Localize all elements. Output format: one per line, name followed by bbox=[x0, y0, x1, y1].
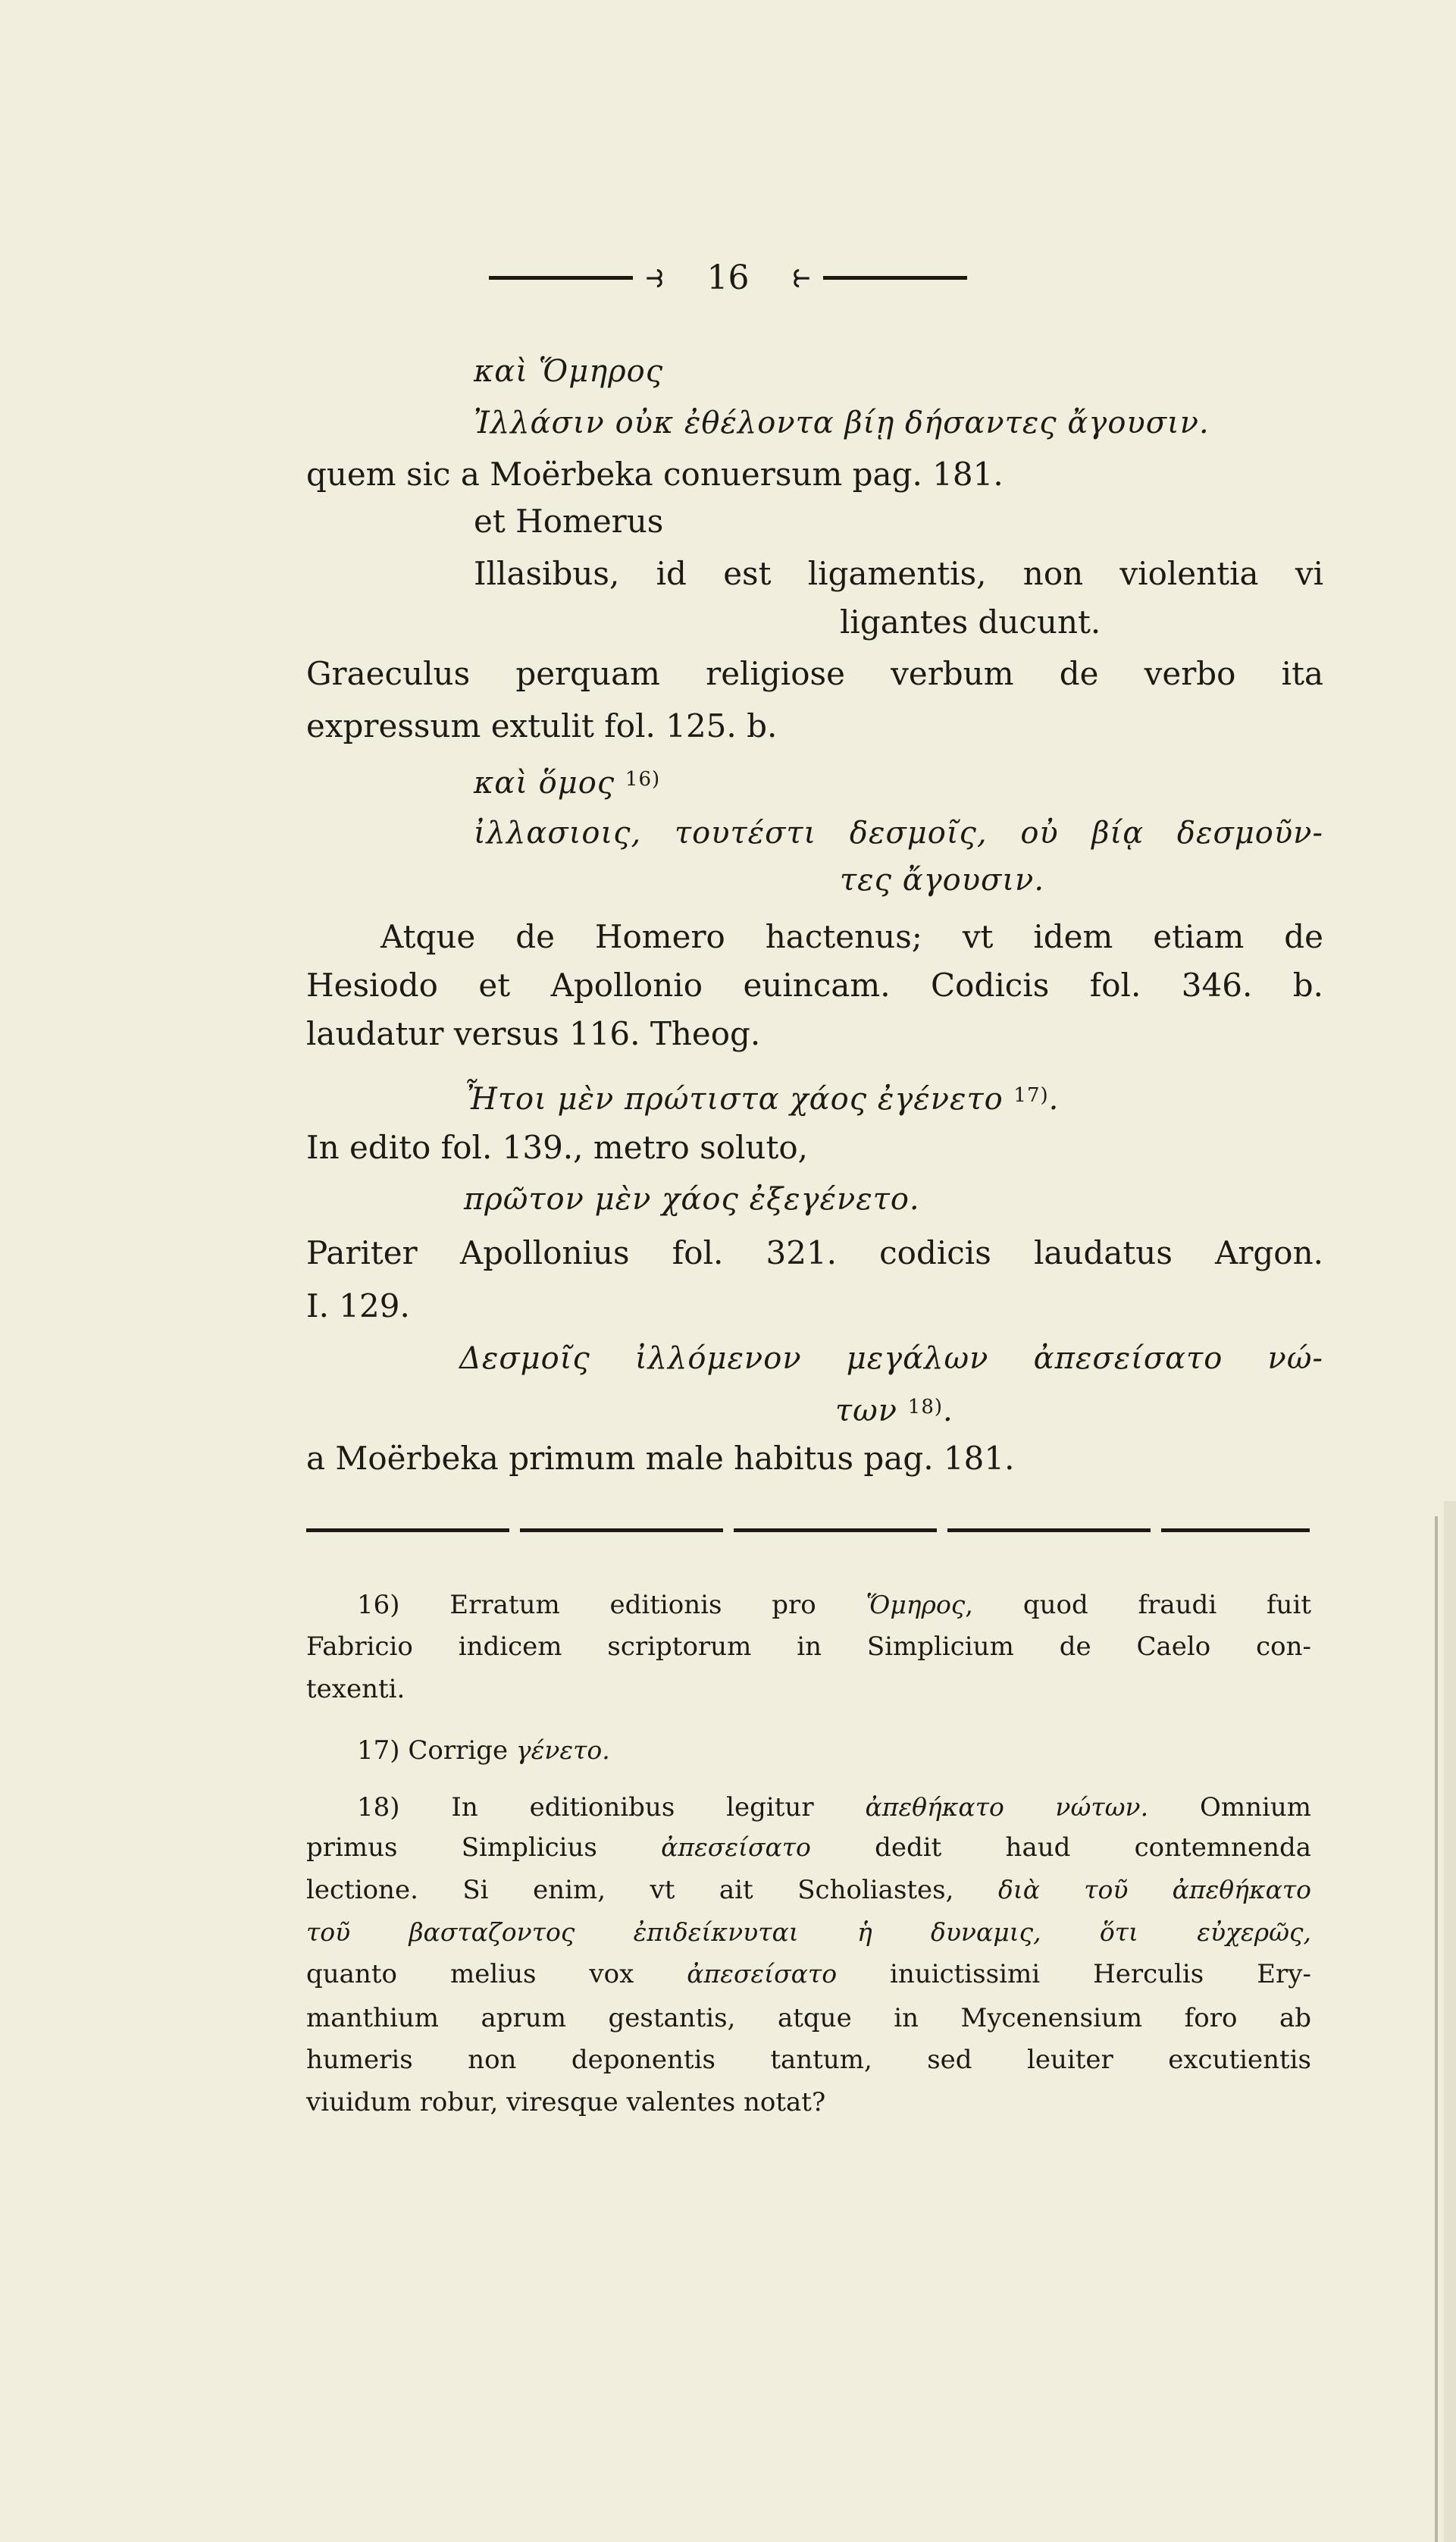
greek-text: Ἦτοι μὲν πρώτιστα χάος ἐγένετο bbox=[464, 1082, 1004, 1117]
text-line: laudatur versus 116. Theog. bbox=[306, 1015, 761, 1052]
footnote-16 bbox=[357, 1584, 1311, 1626]
footnote-text: quanto melius vox bbox=[306, 1959, 687, 1989]
text-line: et Homerus bbox=[474, 503, 664, 540]
punctuation: . bbox=[943, 1393, 953, 1428]
footnote-greek: Ὅμηρος bbox=[866, 1590, 966, 1619]
footnote-ref-16[interactable]: 16) bbox=[625, 768, 661, 791]
greek-text: των bbox=[835, 1393, 898, 1428]
text-line: ligantes ducunt. bbox=[840, 603, 1101, 641]
footnote-greek: ἀπεσείσατο bbox=[661, 1832, 811, 1862]
greek-quote-line: Δεσμοῖς ἰλλόμενον μεγάλων ἀπεσείσατο νώ- bbox=[459, 1341, 1323, 1376]
greek-text: καὶ ὅμος bbox=[474, 766, 615, 801]
footnote-ref-18[interactable]: 18) bbox=[907, 1396, 944, 1418]
footnote-text: , quod fraudi fuit bbox=[965, 1590, 1311, 1620]
header-rule-left bbox=[489, 276, 633, 280]
footnote-17 bbox=[357, 1729, 1311, 1772]
footnote-greek: ἀπεσείσατο bbox=[687, 1959, 838, 1989]
footnote-greek: τοῦ βασταζοντος ἐπιδείκνυται ἡ δυναμις, ὅτι εὐχερῶς, bbox=[306, 1917, 1311, 1947]
footnote-text: lectione. Si enim, vt ait Scholiastes, bbox=[306, 1875, 998, 1905]
footnote-text: 18) In editionibus legitur bbox=[357, 1792, 866, 1823]
text-line: a Moërbeka primum male habitus pag. 181. bbox=[306, 1440, 1015, 1477]
footnote-line bbox=[306, 1911, 1311, 1954]
greek-quote-line: Ἰλλάσιν οὐκ ἐθέλοντα βίῃ δήσαντες ἄγουσιν. bbox=[474, 406, 1210, 440]
greek-quote-line bbox=[474, 754, 660, 805]
footnote-text: 17) Corrige bbox=[357, 1735, 516, 1766]
text-line: Graeculus perquam religiose verbum de verbo ita bbox=[306, 655, 1323, 692]
footnote-text: inuictissimi Herculis Ery- bbox=[837, 1959, 1311, 1989]
footnote-line bbox=[306, 1826, 1311, 1869]
greek-quote-line: πρῶτον μὲν χάος ἐξεγένετο. bbox=[464, 1182, 920, 1217]
text-line: Illasibus, id est ligamentis, non violentia vi bbox=[474, 555, 1323, 592]
text-line: I. 129. bbox=[306, 1287, 410, 1324]
text-line: In edito fol. 139., metro soluto, bbox=[306, 1129, 808, 1166]
page-edge bbox=[1435, 1516, 1438, 2542]
footnote-greek: γένετο. bbox=[515, 1735, 610, 1765]
page-edge-shadow bbox=[1444, 1501, 1456, 2542]
footnote-ref-17[interactable]: 17) bbox=[1013, 1084, 1049, 1107]
text-line: Pariter Apollonius fol. 321. codicis laudatus Argon. bbox=[306, 1234, 1323, 1271]
footnote-text: dedit haud contemnenda bbox=[810, 1832, 1312, 1863]
footnote-line: texenti. bbox=[306, 1674, 405, 1704]
page-header bbox=[0, 250, 1456, 302]
ornament-left-icon: ⥽ bbox=[641, 260, 668, 296]
page-number: 16 bbox=[706, 258, 750, 297]
footnote-text: Omnium bbox=[1148, 1792, 1311, 1823]
text-line: quem sic a Moërbeka conuersum pag. 181. bbox=[306, 456, 1004, 493]
greek-quote-line bbox=[835, 1381, 953, 1433]
footnote-line bbox=[306, 1869, 1311, 1911]
greek-quote-line: τες ἄγουσιν. bbox=[840, 863, 1045, 898]
punctuation: . bbox=[1048, 1082, 1060, 1117]
footnote-18 bbox=[357, 1786, 1311, 1829]
footnote-line: viuidum robur, viresque valentes notat? bbox=[306, 2087, 826, 2117]
footnote-text: primus Simplicius bbox=[306, 1832, 662, 1863]
text-line: Atque de Homero hactenus; vt idem etiam de bbox=[380, 918, 1323, 955]
footnote-greek: ἀπεθήκατο νώτων. bbox=[865, 1792, 1149, 1822]
footnote-separator-rule bbox=[306, 1528, 1310, 1532]
footnote-line bbox=[306, 1953, 1311, 1995]
footnote-greek: διὰ τοῦ ἀπεθήκατο bbox=[997, 1875, 1311, 1904]
greek-quote-line: καὶ Ὅμηρος bbox=[474, 354, 664, 389]
ornament-right-icon: ⥼ bbox=[788, 260, 815, 296]
text-line: Hesiodo et Apollonio euincam. Codicis fol. 346. b. bbox=[306, 967, 1323, 1004]
footnote-line: humeris non deponentis tantum, sed leuiter excutientis bbox=[306, 2045, 1311, 2075]
text-line: expressum extulit fol. 125. b. bbox=[306, 707, 778, 744]
footnote-text: 16) Erratum editionis pro bbox=[357, 1590, 866, 1620]
footnote-line: Fabricio indicem scriptorum in Simplicium de Caelo con- bbox=[306, 1631, 1311, 1662]
footnote-line: manthium aprum gestantis, atque in Mycenensium foro ab bbox=[306, 2003, 1311, 2033]
header-rule-right bbox=[823, 276, 967, 280]
greek-quote-line bbox=[464, 1070, 1059, 1121]
greek-quote-line: ἰλλασιοις, τουτέστι δεσμοῖς, οὐ βίᾳ δεσμοῦν- bbox=[474, 816, 1323, 851]
